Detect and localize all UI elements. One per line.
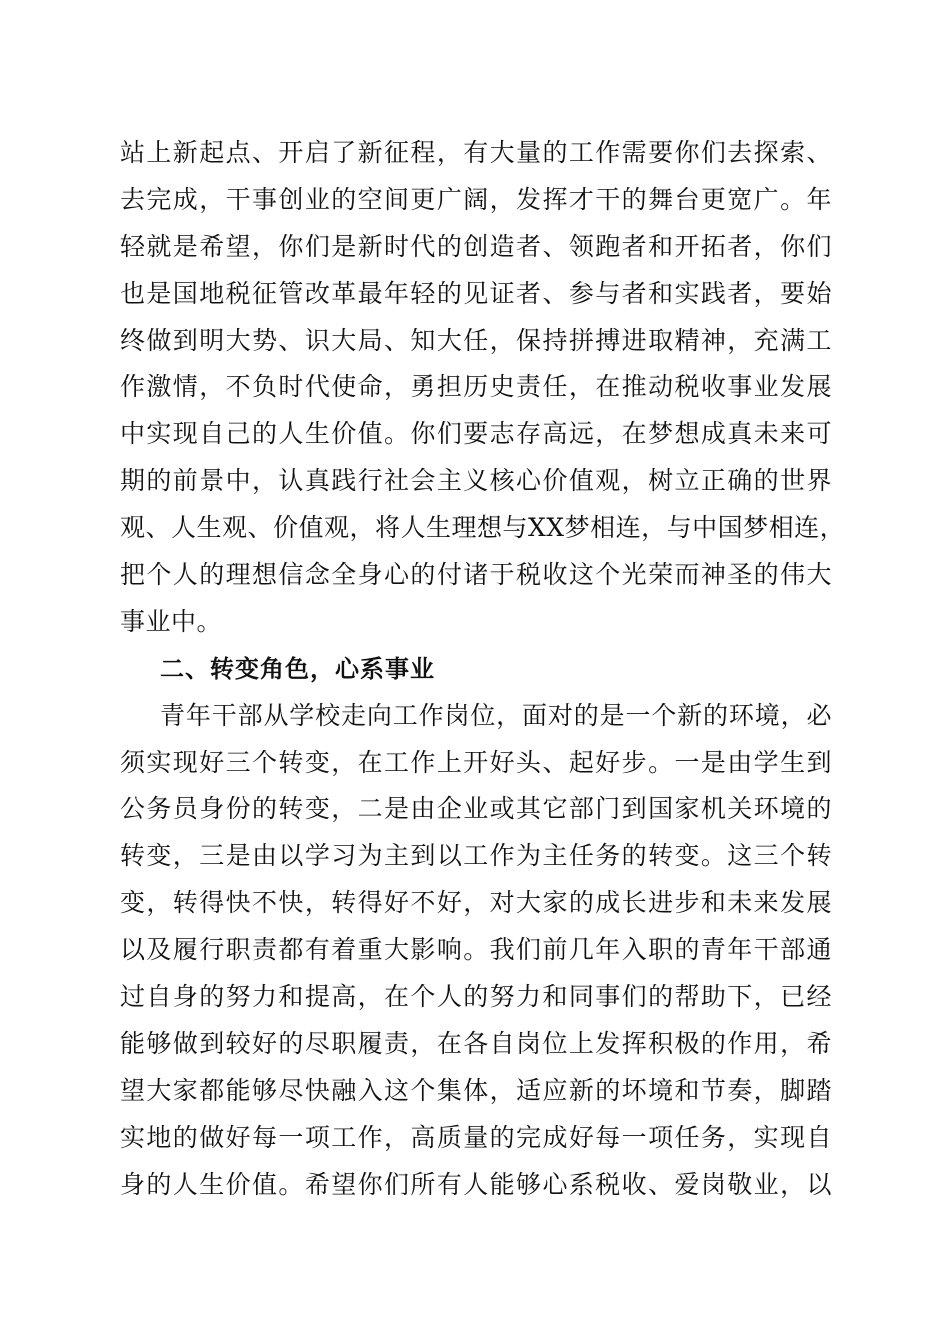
paragraph-line: 中实现自己的人生价值。你们要志存高远，在梦想成真未来可 xyxy=(120,419,832,449)
paragraph-1 xyxy=(120,130,846,646)
paragraph-line: 轻就是希望，你们是新时代的创造者、领跑者和开拓者，你们 xyxy=(120,231,832,261)
paragraph-line: 公务员身份的转变，二是由企业或其它部门到国家机关环境的 xyxy=(120,794,832,824)
paragraph-line: 能够做到较好的尽职履责，在各自岗位上发挥积极的作用，希 xyxy=(120,1028,832,1058)
paragraph-line: 须实现好三个转变，在工作上开好头、起好步。一是由学生到 xyxy=(120,747,832,777)
paragraph-line: 青年干部从学校走向工作岗位，面对的是一个新的环境，必 xyxy=(160,700,832,730)
paragraph-line: 也是国地税征管改革最年轻的见证者、参与者和实践者，要始 xyxy=(120,278,832,308)
paragraph-line: 把个人的理想信念全身心的付诸于税收这个光荣而神圣的伟大 xyxy=(120,560,832,590)
paragraph-line: 作激情，不负时代使命，勇担历史责任，在推动税收事业发展 xyxy=(120,372,832,402)
paragraph-line: 望大家都能够尽快融入这个集体，适应新的坏境和节奏，脚踏 xyxy=(120,1075,832,1105)
paragraph-line: 去完成，干事创业的空间更广阔，发挥才干的舞台更宽广。年 xyxy=(120,184,832,214)
paragraph-line: 终做到明大势、识大局、知大任，保持拼搏进取精神，充满工 xyxy=(120,325,832,355)
paragraph-line: 变，转得快不快，转得好不好，对大家的成长进步和未来发展 xyxy=(120,888,832,918)
paragraph-line: 期的前景中，认真践行社会主义核心价值观，树立正确的世界 xyxy=(120,466,832,496)
paragraph-line: 观、人生观、价值观，将人生理想与XX梦相连，与中国梦相连， xyxy=(120,513,846,543)
paragraph-line: 过自身的努力和提高，在个人的努力和同事们的帮助下，已经 xyxy=(120,982,832,1012)
paragraph-line: 以及履行职责都有着重大影响。我们前几年入职的青年干部通 xyxy=(120,935,832,965)
section-heading: 二、转变角色，心系事业 xyxy=(160,654,435,683)
paragraph-line: 事业中。 xyxy=(120,606,223,636)
paragraph-line: 站上新起点、开启了新征程，有大量的工作需要你们去探索、 xyxy=(120,138,832,167)
paragraph-line: 转变，三是由以学习为主到以工作为主任务的转变。这三个转 xyxy=(120,841,832,871)
paragraph-line: 身的人生价值。希望你们所有人能够心系税收、爱岗敬业，以 xyxy=(120,1169,832,1199)
paragraph-2 xyxy=(120,693,832,1209)
paragraph-line: 实地的做好每一项工作，高质量的完成好每一项任务，实现自 xyxy=(120,1122,832,1152)
document-body xyxy=(120,130,846,1208)
